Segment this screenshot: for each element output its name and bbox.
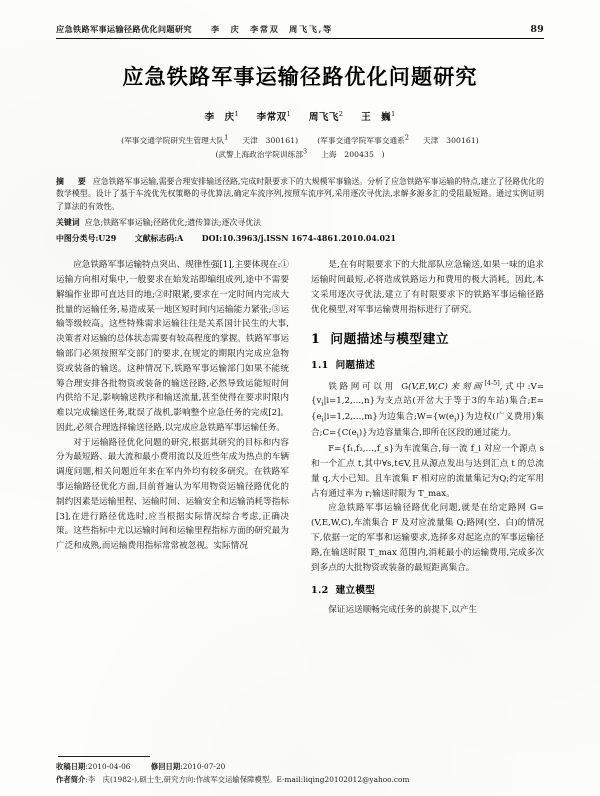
- left-column: [56, 258, 289, 617]
- math-text-h: )}为边容量集合,即所在区段的通过能力。: [358, 428, 517, 439]
- subsection-heading-1-1: [311, 358, 544, 375]
- received-date: [56, 762, 130, 771]
- section-heading-1: [311, 328, 544, 350]
- paragraph-with-math: [311, 378, 544, 443]
- doc-code-segment: [135, 234, 184, 243]
- footnote-dates: [56, 761, 544, 773]
- author-entry: [204, 109, 239, 123]
- doc-code-value: :A: [174, 233, 184, 243]
- math-text-g: )}为边权(广义费用)集合;C={C(e: [311, 412, 544, 439]
- keywords-label: 关键词: [56, 218, 80, 228]
- abstract-text: 应急铁路军事运输,需要合理安排输送径路,完成时限要求下的大规模军事输送。分析了应急铁路军事运输的特点,建立了径路优化的数学模型。设计了基于车流优先权策略的寻优算法,确定车流序列,按照车流序列,采用逐次寻优法,求解多源多汇的受阻最短路。通过实例证明了算法的有效性。: [56, 176, 544, 212]
- running-head-title: 应急铁路军事运输径路优化问题研究: [56, 24, 192, 34]
- keywords-line: [56, 217, 544, 230]
- author-affil-mark: 1: [234, 109, 239, 118]
- affiliation-1-mark: 1: [224, 133, 229, 141]
- author-name: 周飞飞: [308, 112, 339, 123]
- math-subscript-i4: i: [356, 432, 359, 441]
- running-head: [56, 24, 544, 37]
- affiliation-line-2: [56, 147, 544, 162]
- author-entry: [256, 109, 292, 123]
- classification-line: [56, 233, 544, 246]
- math-text-b: (V,E,W,C)来刻画: [408, 381, 485, 392]
- body-columns: [56, 258, 544, 617]
- author-affil-mark: 2: [338, 109, 344, 118]
- page-content: [56, 24, 544, 618]
- citation-ref: [4-5]: [484, 378, 500, 387]
- affiliation-2-name: (军事交通学院军事交通系: [317, 135, 405, 145]
- author-name: 李常双: [256, 112, 287, 123]
- paragraph: 是,在有时限要求下的大批部队应急输送,如果一味的追求运输时间最短,必将造成铁路运力和费用的极大消耗。因此,本文采用逐次寻优法,建立了有时限要求下的铁路军事运输径路优化模型,对军事运输费用指标进行了研究。: [311, 260, 544, 315]
- footnote-bio: [56, 774, 544, 786]
- running-head-authors: 李 庆 李常双 周飞飞,等: [210, 24, 333, 34]
- subsection-number: 1.2: [311, 585, 329, 597]
- affiliation-1: [121, 133, 299, 145]
- received-value: :2010-04-06: [85, 762, 131, 772]
- subsection-number: 1.1: [311, 360, 329, 372]
- affiliation-1-city: 天津 300161): [242, 135, 299, 145]
- footnote-rule: [58, 756, 150, 757]
- author-entry: [361, 109, 396, 123]
- revised-value: :2010-07-20: [180, 762, 226, 772]
- page-number: 89: [530, 24, 544, 35]
- paragraph: F={f₁,f₂,…,f_s}为车流集合,每一流 f_i 对应一个源点 s 和一个汇点 t,其中∀s,t∈V,且从源点发出与达到汇点 t 的总流量 q,大小已知。且车流集 F 相对应的流量集记为Q;约定军用占有通过率为 r;输送时限为 T_max。: [311, 444, 544, 499]
- affiliation-2: [317, 133, 479, 145]
- affiliation-3-mark: 3: [303, 147, 308, 156]
- right-column: [311, 258, 544, 617]
- keywords-value: 应急;铁路军事运输;径路优化;遗传算法;逐次寻优法: [84, 218, 262, 228]
- author-affil-mark: 1: [286, 109, 292, 118]
- affiliation-3-city: 上海 200435 ): [321, 150, 385, 160]
- math-text-f: |i=1,2,…,m}为边集合;W={w(e: [323, 412, 455, 423]
- affiliation-2-city: 天津 300161): [423, 135, 479, 145]
- subsection-title: 问题描述: [335, 360, 376, 372]
- clc-segment: [56, 234, 116, 243]
- author-name: 李 庆: [204, 112, 235, 123]
- header-rule: [56, 38, 544, 39]
- author-affil-mark: 1: [391, 109, 396, 118]
- paragraph: 对于运输路径优化问题的研究,根据其研究的目标和内容分为最短路、最大流和最小费用流以及近些年成为热点的车辆调度问题,相关问题近年来在军内外均有较多研究。在铁路军事运输路径优化方面,目前普遍认为军用物资运输径路优化的制约因素是运输里程、运输时间、运输安全和运输消耗等指标[3],在进行路径优选时,应当根据实际情况综合考虑,正确决策。这些指标中尤以运输时间和运输里程指标方面的研究最为广泛和成熟,而运输费用指标常常被忽视。实际情况: [56, 437, 289, 552]
- abstract-block: [56, 176, 544, 246]
- paragraph: 保证运送顺畅完成任务的前提下,以产生: [328, 604, 478, 615]
- affiliations: [56, 132, 544, 162]
- bio-label: 作者简介: [56, 774, 86, 784]
- subsection-title: 建立模型: [335, 585, 376, 597]
- abstract-label: 摘 要: [56, 176, 89, 186]
- affiliation-3: [215, 147, 385, 160]
- footnote-block: [56, 756, 544, 786]
- running-head-left: [56, 24, 333, 35]
- received-label: 收稿日期: [56, 762, 86, 772]
- math-text-d: {v: [311, 396, 322, 407]
- doi-value: DOI:10.3963/j.ISSN 1674-4861.2010.04.021: [201, 233, 397, 243]
- author-list: [56, 109, 544, 123]
- article-title: 应急铁路军事运输径路优化问题研究: [122, 64, 478, 89]
- math-subscript-i3: i: [454, 415, 457, 424]
- revised-label: 修回日期: [150, 762, 181, 772]
- math-text-c: ,式中:V=: [499, 381, 544, 392]
- affiliation-1-name: (军事交通学院研究生管理大队: [121, 135, 225, 145]
- doc-code-label: 文献标志码: [134, 233, 175, 243]
- revised-date: [151, 762, 225, 771]
- affiliation-3-name: (武警上海政治学院训练部: [215, 150, 304, 160]
- affiliation-2-mark: 2: [404, 133, 410, 141]
- math-subscript-i: i: [321, 399, 324, 408]
- abstract-paragraph: [56, 176, 544, 214]
- clc-value: :U29: [95, 233, 117, 243]
- affiliation-line-1: [56, 132, 544, 147]
- math-subscript-i2: i: [321, 415, 324, 424]
- bio-value: :李 庆(1982-),硕士生,研究方向:作战军交运输保障模型。E-mail:liqing20102012@yahoo.com: [85, 774, 410, 784]
- clc-label: 中图分类号: [56, 233, 96, 243]
- section-number: 1: [311, 331, 321, 347]
- paragraph: 应急铁路军事运输径路优化问题,就是在给定路网 G=(V,E,W,C),车流集合 F 及对应流量集 Q;路网(空、白)的情况下,依据一定的军事和运输要求,选择多对起迄点的军事运输径路,在输送时限 T_max 范围内,消耗最小的运输费用,完成多次到多点的大批物资或装备的最短距离集合。: [311, 503, 544, 573]
- math-text-a: 铁路网可以用 G: [328, 381, 409, 392]
- author-name: 王 巍: [361, 112, 392, 123]
- math-text-e: |i=1,2,…,n}为支点站(开岔大于等于3的车站)集合;E={e: [311, 396, 544, 423]
- author-entry: [308, 109, 344, 123]
- section-title: 问题描述与模型建立: [330, 331, 450, 347]
- subsection-heading-1-2: [311, 583, 544, 600]
- paragraph: 应急铁路军事运输特点突出、规律性强[1],主要体现在:①运输方向相对集中,一般要求在始发站即编组成列,途中不需要解编作业即可直达目的地;②时限紧,要求在一定时间内完成大批量的运输任务,易造成某一地区短时间内运输能力紧张;③运输等级较高。这些特殊需求运输往往是关系国计民生的大事,决策者对运输的总体状态需要有较高程度的掌握。铁路军事运输部门必须按照军交部门的要求,在规定的期限内完成应急物资或装备的输送。这种情况下,铁路军事运输部门如果不能统筹合理安排各批物资或装备的输送径路,必然导致运能短时间内供给不足,影响输送秩序和输送流量,甚至使得在要求时限内难以完成输送任务,耽误了战机,影响整个应急任务的完成[2]。因此,必须合理选择输送径路,以完成应急铁路军事运输任务。: [56, 260, 289, 433]
